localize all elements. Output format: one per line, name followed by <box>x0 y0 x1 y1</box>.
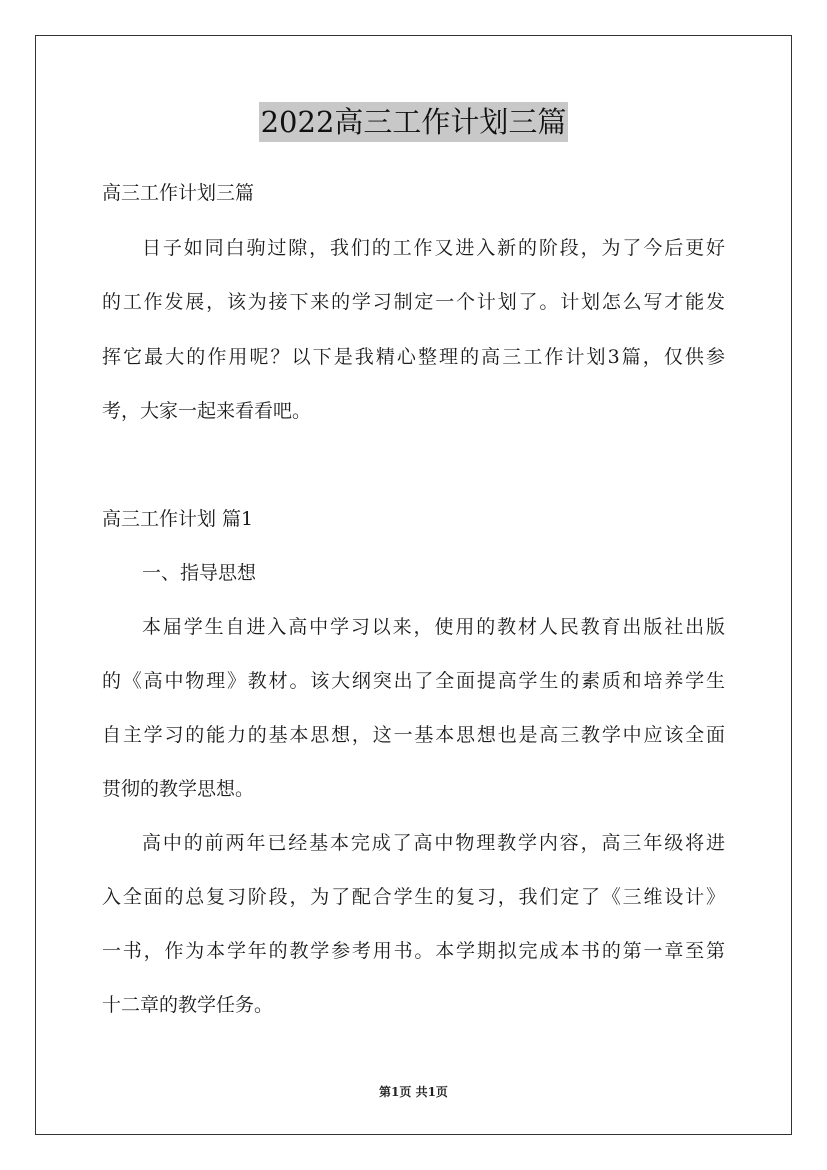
document-subtitle: 高三工作计划三篇 <box>102 182 255 204</box>
paragraph2-line-3: 一书，作为本学年的教学参考用书。本学期拟完成本书的第一章至第 <box>102 940 725 962</box>
paragraph2-line-4: 十二章的教学任务。 <box>102 994 274 1016</box>
intro-line-2: 的工作发展，该为接下来的学习制定一个计划了。计划怎么写才能发 <box>102 291 725 313</box>
paragraph2-line-2: 入全面的总复习阶段，为了配合学生的复习，我们定了《三维设计》 <box>102 886 725 908</box>
title-container <box>0 102 827 142</box>
intro-line-1: 日子如同白驹过隙，我们的工作又进入新的阶段，为了今后更好 <box>142 237 725 259</box>
paragraph2-line-1: 高中的前两年已经基本完成了高中物理教学内容，高三年级将进 <box>142 832 725 854</box>
subsection-heading: 一、指导思想 <box>142 562 257 584</box>
paragraph1-line-3: 自主学习的能力的基本思想，这一基本思想也是高三教学中应该全面 <box>102 724 725 746</box>
intro-line-4: 考，大家一起来看看吧。 <box>102 400 312 422</box>
document-title: 2022高三工作计划三篇 <box>259 102 569 142</box>
section-heading: 高三工作计划 篇1 <box>102 508 254 530</box>
page-footer <box>0 1084 827 1100</box>
intro-line-3: 挥它最大的作用呢？以下是我精心整理的高三工作计划3篇，仅供参 <box>102 346 725 368</box>
paragraph1-line-4: 贯彻的教学思想。 <box>102 778 255 800</box>
paragraph1-line-1: 本届学生自进入高中学习以来，使用的教材人民教育出版社出版 <box>142 616 725 638</box>
page-number: 第1页 共1页 <box>379 1085 448 1099</box>
paragraph1-line-2: 的《高中物理》教材。该大纲突出了全面提高学生的素质和培养学生 <box>102 670 725 692</box>
